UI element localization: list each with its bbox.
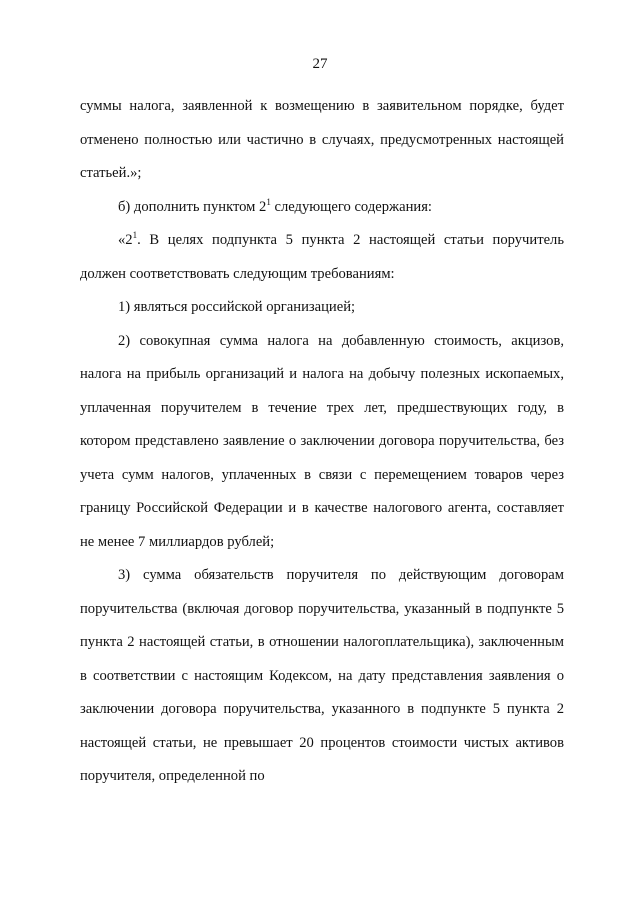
clause-2-1-number: «2 [118, 232, 133, 248]
superscript-marker: 1 [266, 196, 271, 207]
superscript-marker: 1 [132, 230, 138, 240]
list-item-3: 3) сумма обязательств поручителя по действующим договорам поручительства (включая договор поручительства, указанный в подпункте 5 пункта 2 настоящей статьи, в отношении налогоплательщика), заключенным в соответствии с настоящим Кодексом, на дату представления заявления о заключении договора поручительства, указанного в подпункте 5 пункта 2 настоящей статьи, не превышает 20 процентов стоимости чистых активов поручителя, определенной по [80, 567, 564, 784]
clause-2-1-text: . В целях подпункта 5 пункта 2 настоящей статьи поручитель должен соответствовать следующим требованиям: [80, 232, 564, 282]
list-item-2: 2) совокупная сумма налога на добавленную стоимость, акцизов, налога на прибыль организаций и налога на добычу полезных ископаемых, уплаченная поручителем в течение трех лет, предшествующих году, в котором представлено заявление о заключении договора поручительства, без учета сумм налогов, уплаченных в связи с перемещением товаров через границу Российской Федерации и в качестве налогового агента, составляет не менее 7 миллиардов рублей; [80, 332, 564, 550]
paragraph-clause-2-1 [80, 224, 564, 291]
document-body [80, 90, 564, 794]
page-number: 27 [312, 56, 328, 72]
paragraph-amendment-b [80, 191, 564, 225]
paragraph-amendment-b-tail: следующего содержания: [270, 198, 432, 215]
paragraph-continuation: суммы налога, заявленной к возмещению в заявительном порядке, будет отменено полностью или частично в случаях, предусмотренных настоящей статьей.»; [80, 98, 564, 181]
list-item-1: 1) являться российской организацией; [118, 299, 356, 315]
paragraph-amendment-b-text: б) дополнить пунктом 2 [118, 198, 267, 215]
